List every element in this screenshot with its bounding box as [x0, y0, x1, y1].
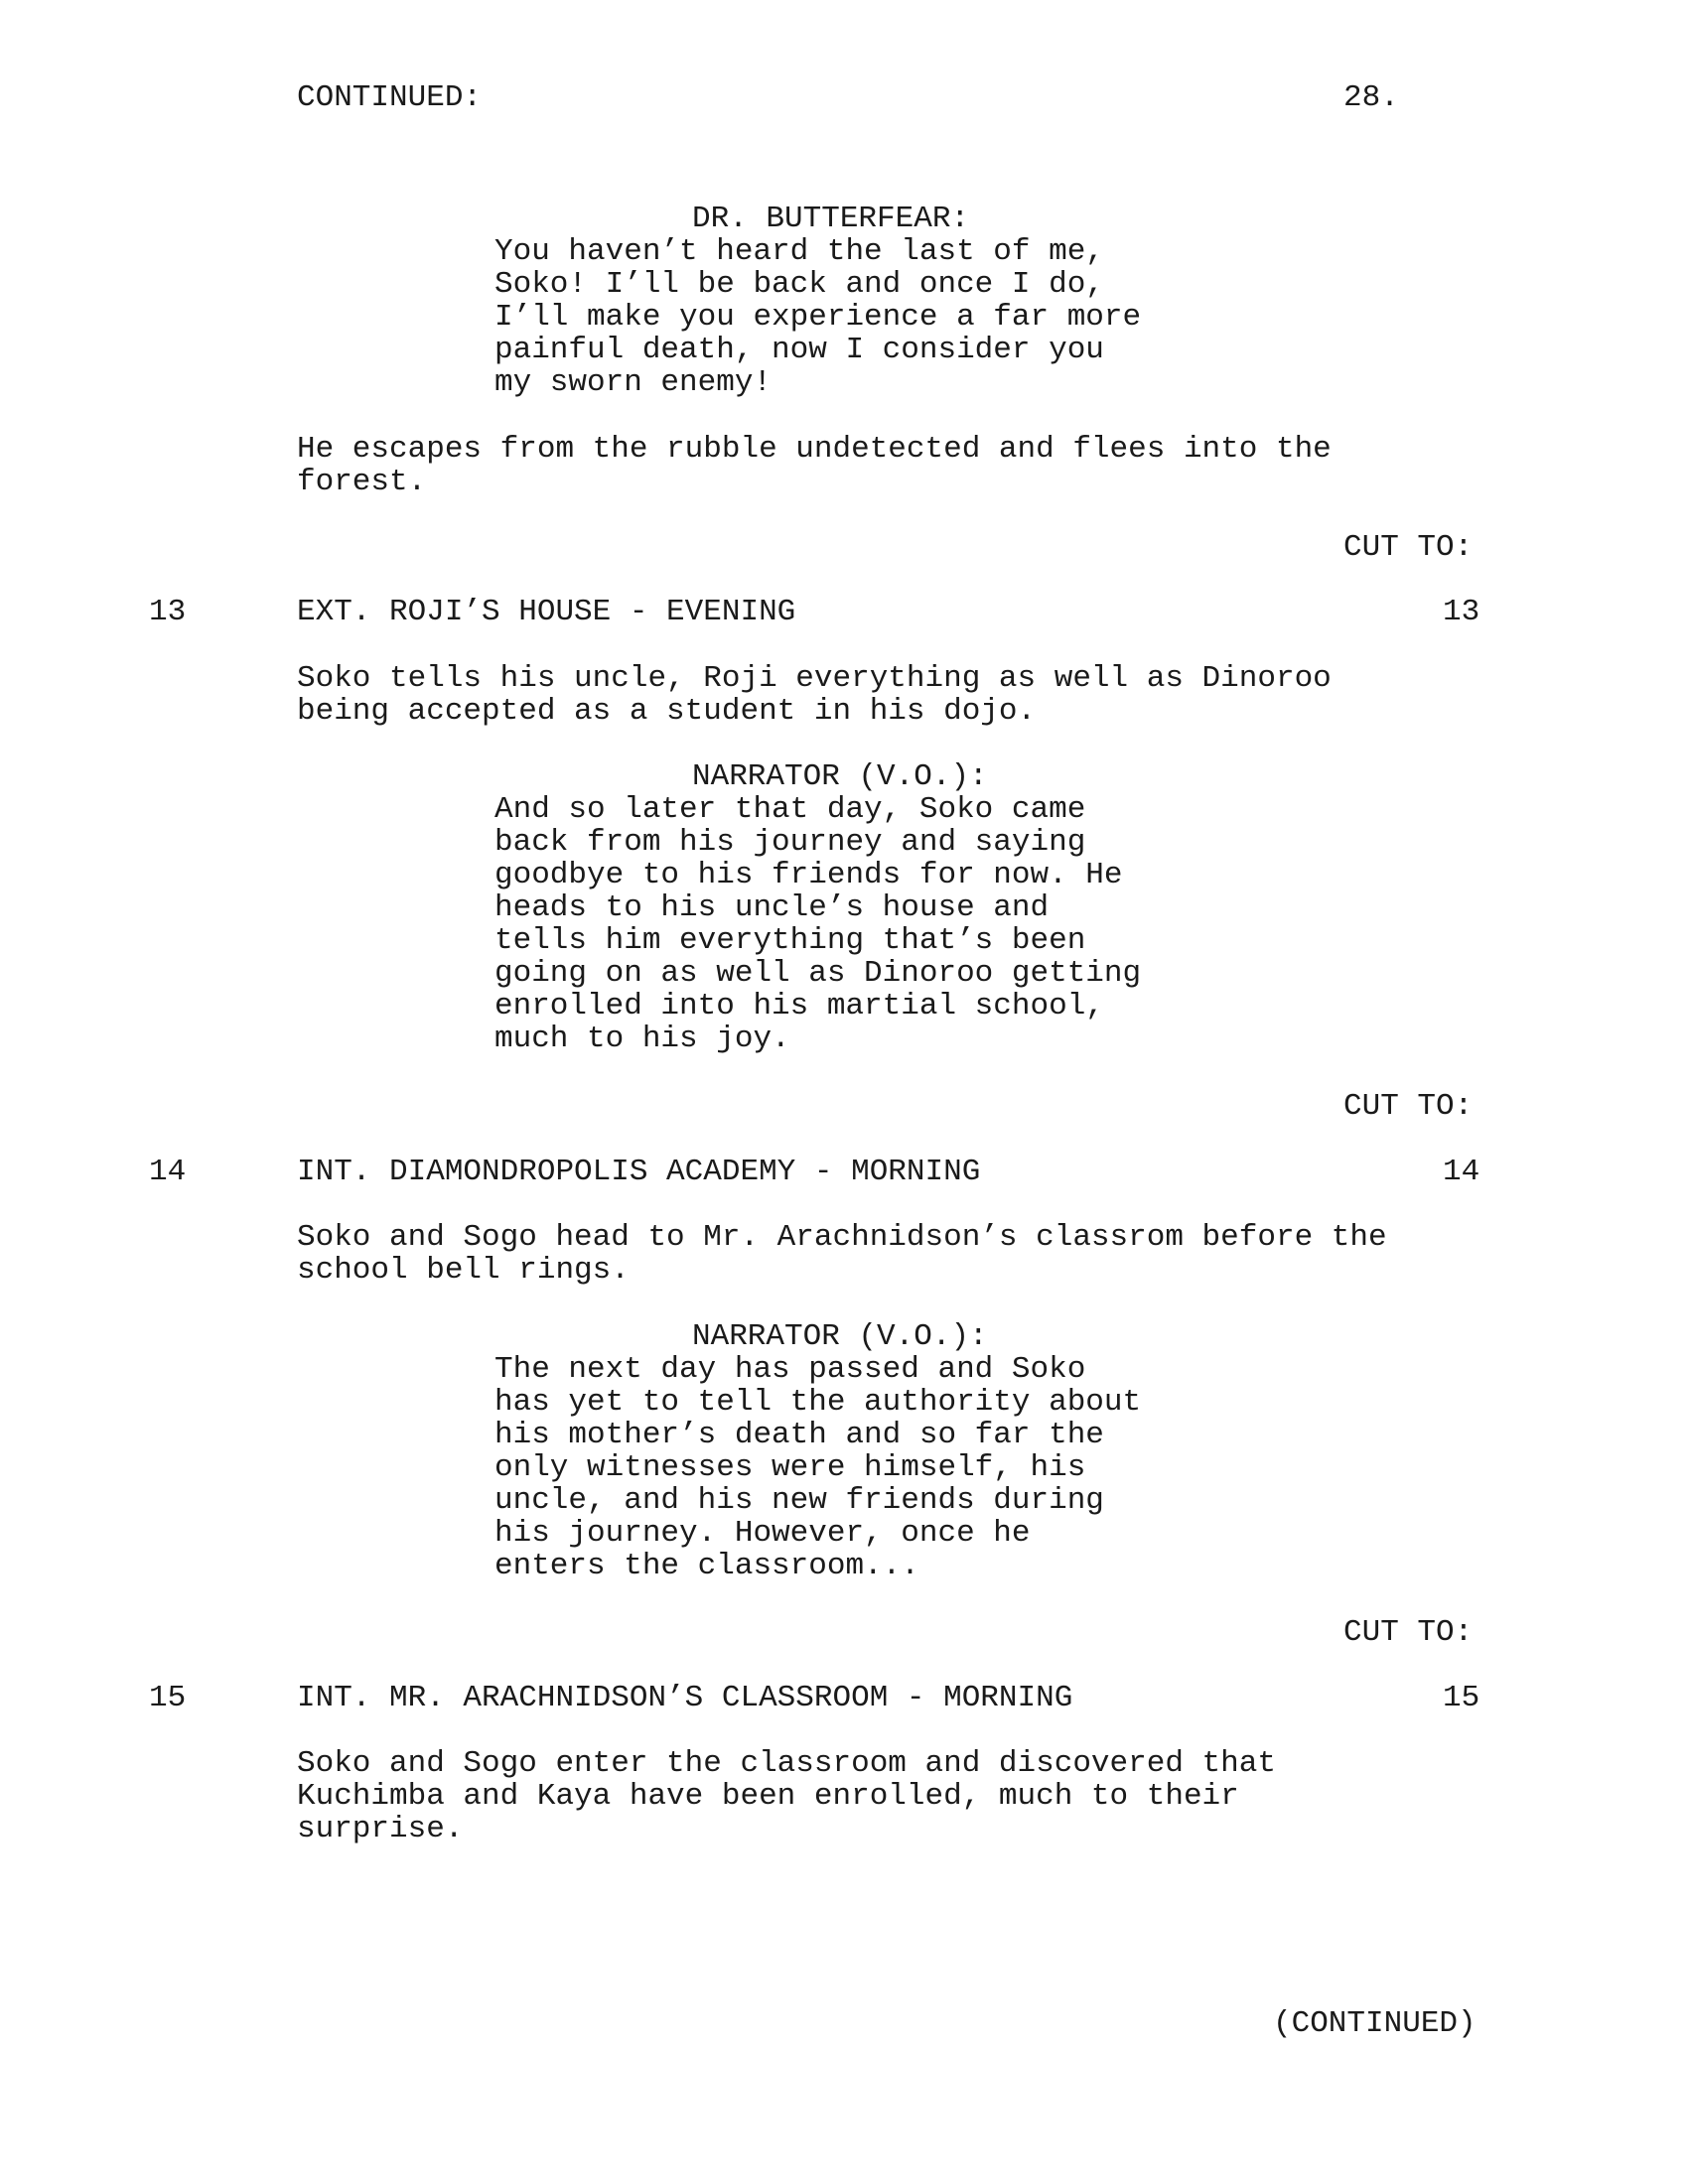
action-line: Soko tells his uncle, Roji everything as well as Dinoroo — [297, 661, 1332, 696]
scene-heading: INT. MR. ARACHNIDSON’S CLASSROOM - MORNING — [297, 1681, 1073, 1715]
scene-number-left: 15 — [149, 1681, 187, 1715]
dialogue-line: And so later that day, Soko came — [494, 792, 1086, 827]
scene-number-left: 13 — [149, 595, 187, 629]
character-name: DR. BUTTERFEAR: — [692, 202, 970, 236]
scene-number-right: 13 — [1443, 595, 1480, 629]
dialogue-block — [494, 1353, 1141, 1582]
dialogue-line: much to his joy. — [494, 1022, 790, 1056]
dialogue-line: uncle, and his new friends during — [494, 1483, 1104, 1518]
transition: CUT TO: — [1343, 1615, 1474, 1650]
dialogue-block — [494, 235, 1141, 399]
dialogue-line: his mother’s death and so far the — [494, 1418, 1104, 1452]
dialogue-line: his journey. However, once he — [494, 1516, 1031, 1551]
scene-number-right: 14 — [1443, 1155, 1480, 1189]
dialogue-line: Soko! I’ll be back and once I do, — [494, 267, 1104, 302]
dialogue-line: enrolled into his martial school, — [494, 989, 1104, 1024]
dialogue-line: tells him everything that’s been — [494, 923, 1086, 958]
action-block — [297, 1747, 1276, 1845]
action-block — [297, 433, 1332, 498]
action-line: Kuchimba and Kaya have been enrolled, much to their — [297, 1779, 1239, 1814]
transition: CUT TO: — [1343, 1089, 1474, 1124]
dialogue-line: has yet to tell the authority about — [494, 1385, 1142, 1420]
character-name: NARRATOR (V.O.): — [692, 759, 988, 794]
dialogue-line: You haven’t heard the last of me, — [494, 234, 1104, 269]
dialogue-line: back from his journey and saying — [494, 825, 1086, 860]
dialogue-line: heads to his uncle’s house and — [494, 890, 1050, 925]
dialogue-line: The next day has passed and Soko — [494, 1352, 1086, 1387]
dialogue-line: I’ll make you experience a far more — [494, 300, 1142, 335]
character-name: NARRATOR (V.O.): — [692, 1319, 988, 1354]
action-line: being accepted as a student in his dojo. — [297, 694, 1037, 729]
action-block — [297, 662, 1332, 728]
dialogue-block — [494, 793, 1141, 1055]
action-line: Soko and Sogo head to Mr. Arachnidson’s classrom before the — [297, 1220, 1387, 1255]
scene-heading: EXT. ROJI’S HOUSE - EVENING — [297, 595, 796, 629]
dialogue-line: only witnesses were himself, his — [494, 1450, 1086, 1485]
dialogue-line: enters the classroom... — [494, 1549, 919, 1583]
action-line: forest. — [297, 465, 427, 499]
header-continued: CONTINUED: — [297, 80, 483, 115]
scene-heading: INT. DIAMONDROPOLIS ACADEMY - MORNING — [297, 1155, 981, 1189]
footer-continued: (CONTINUED) — [1273, 2006, 1477, 2041]
dialogue-line: my sworn enemy! — [494, 365, 773, 400]
action-block — [297, 1221, 1387, 1287]
action-line: surprise. — [297, 1812, 464, 1846]
dialogue-line: goodbye to his friends for now. He — [494, 858, 1123, 892]
scene-number-right: 15 — [1443, 1681, 1480, 1715]
action-line: school bell rings. — [297, 1253, 630, 1288]
page-number: 28. — [1343, 80, 1399, 115]
scene-number-left: 14 — [149, 1155, 187, 1189]
dialogue-line: going on as well as Dinoroo getting — [494, 956, 1142, 991]
action-line: Soko and Sogo enter the classroom and discovered that — [297, 1746, 1276, 1781]
action-line: He escapes from the rubble undetected and flees into the — [297, 432, 1332, 467]
transition: CUT TO: — [1343, 530, 1474, 565]
dialogue-line: painful death, now I consider you — [494, 333, 1104, 367]
